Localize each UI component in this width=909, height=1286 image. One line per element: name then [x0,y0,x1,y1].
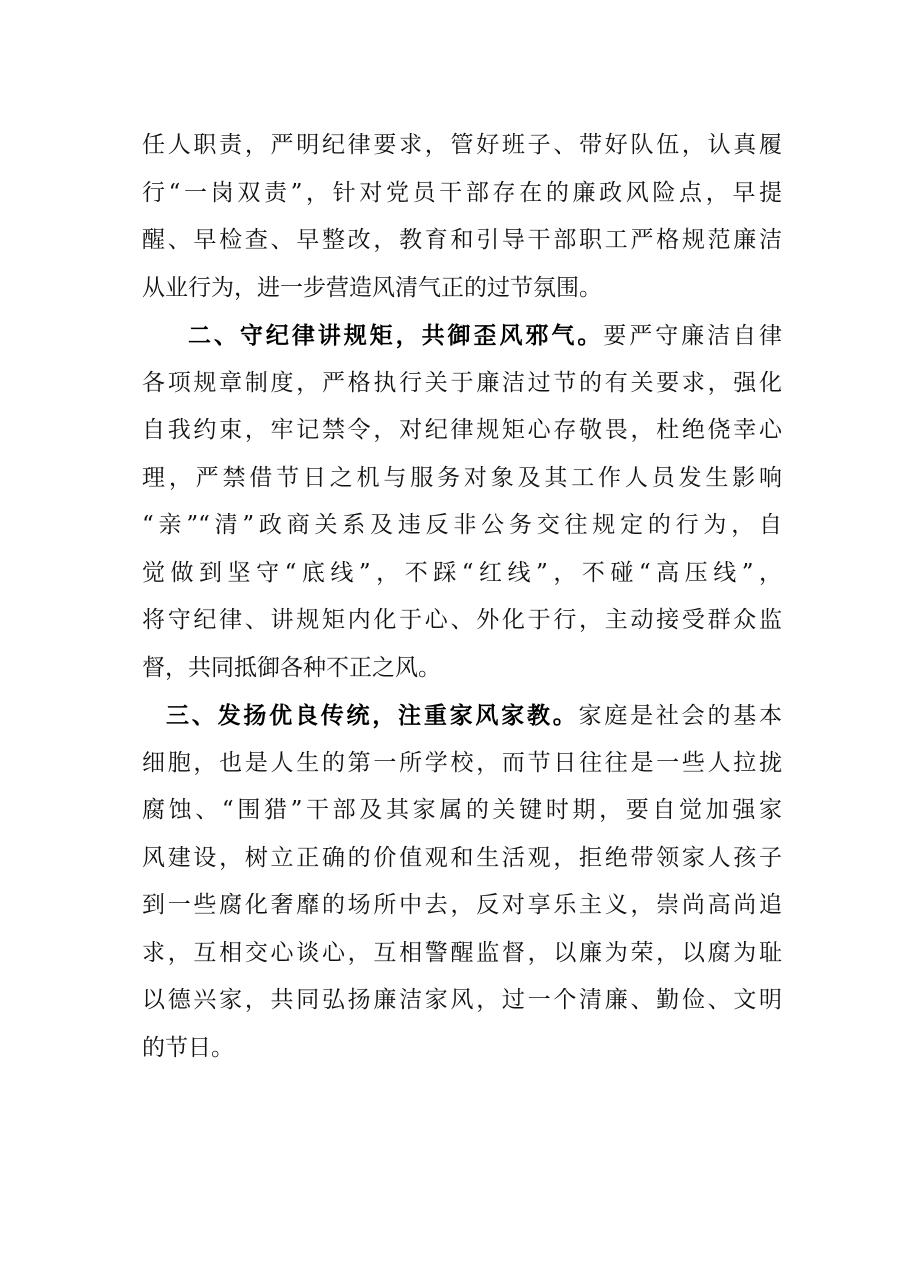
text-line: 理，严禁借节日之机与服务对象及其工作人员发生影响 [142,464,782,491]
text-line: 细胞，也是人生的第一所学校，而节日往往是一些人拉拢 [142,749,782,776]
text-line: 风建设，树立正确的价值观和生活观，拒绝带领家人孩子 [142,844,782,871]
text-line: 醒、早检查、早整改，教育和引导干部职工严格规范廉洁 [142,227,782,253]
paragraph-start-line [142,312,782,360]
text-line: 求，互相交心谈心，互相警醒监督，以廉为荣，以腐为耻 [142,939,782,966]
text-line: 自我约束，牢记禁令，对纪律规矩心存敬畏，杜绝侥幸心 [142,417,782,443]
text-line: 任人职责，严明纪律要求，管好班子、带好队伍，认真履 [142,132,782,158]
document-body [142,122,782,1072]
text-line: 行“一岗双责”，针对党员干部存在的廉政风险点，早提 [142,179,782,206]
section-heading: 三、发扬优良传统，注重家风家教。 [166,702,579,729]
paragraph-start-line [142,692,782,740]
text-line: 各项规章制度，严格执行关于廉洁过节的有关要求，强化 [142,369,782,396]
text-span: 要严守廉洁自律 [603,323,783,349]
text-line: “亲”“清”政商关系及违反非公务交往规定的行为，自 [142,512,782,538]
text-line: 腐蚀、“围猎”干部及其家属的关键时期，要自觉加强家 [142,797,782,823]
text-line: 觉做到坚守“底线”，不踩“红线”，不碰“高压线”， [142,559,782,586]
section-heading: 二、守纪律讲规矩，共御歪风邪气。 [188,322,604,349]
text-line: 督，共同抵御各种不正之风。 [142,654,441,681]
text-line: 到一些腐化奢靡的场所中去，反对享乐主义，崇尚高尚追 [142,892,782,918]
text-line: 从业行为，进一步营造风清气正的过节氛围。 [142,274,602,301]
text-line: 的节日。 [142,1034,234,1061]
text-span: 家庭是社会的基本 [578,703,783,729]
text-line: 以德兴家，共同弘扬廉洁家风，过一个清廉、勤俭、文明 [142,987,782,1013]
text-line: 将守纪律、讲规矩内化于心、外化于行，主动接受群众监 [142,607,782,633]
